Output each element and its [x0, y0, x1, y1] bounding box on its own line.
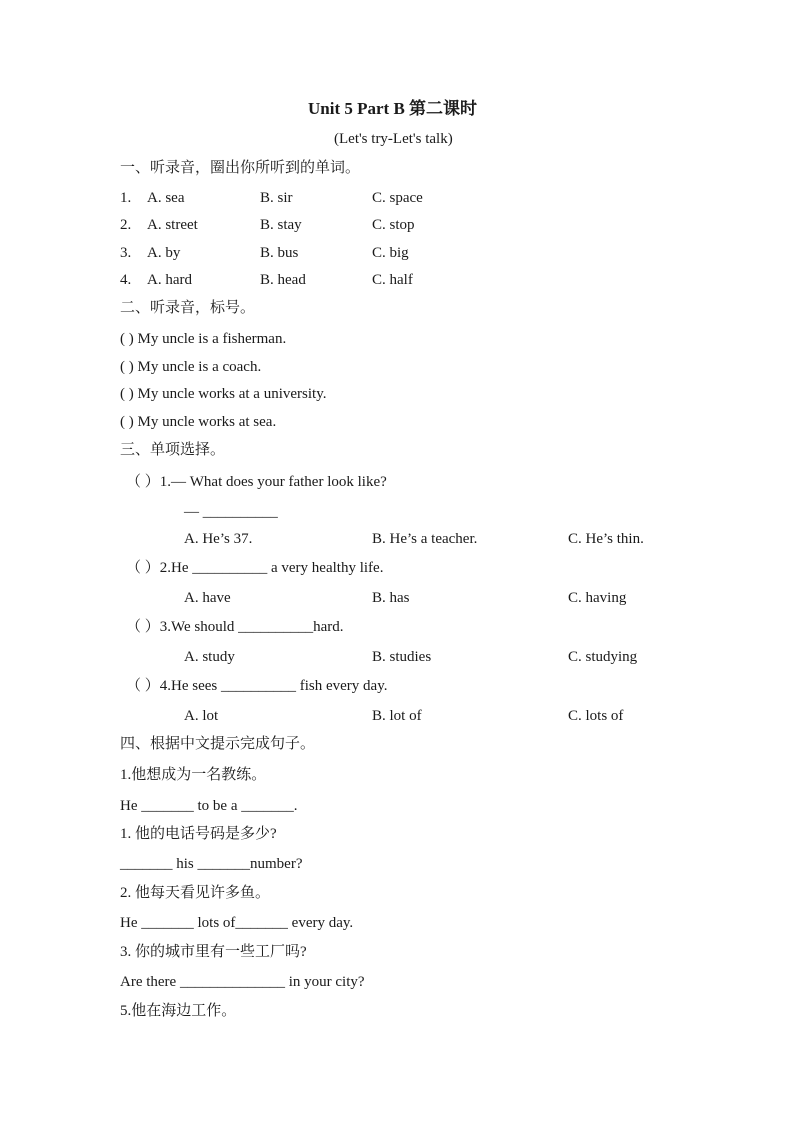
s4-prompt: 1. 他的电话号码是多少?: [120, 826, 277, 842]
s4-prompt: 5.他在海边工作。: [120, 1003, 237, 1019]
s3-option-c: C. having: [568, 590, 627, 606]
s1-option-b: B. sir: [260, 190, 293, 206]
s3-option-b: B. studies: [372, 649, 432, 665]
s3-question-stem: （ ）1.— What does your father look like?: [126, 474, 387, 490]
s2-item: ( ) My uncle is a coach.: [120, 359, 262, 375]
section3-heading: 三、单项选择。: [120, 442, 226, 458]
s3-question-stem: （ ）4.He sees __________ fish every day.: [126, 678, 388, 694]
s1-option-a: A. by: [147, 245, 181, 261]
s3-option-a: A. study: [184, 649, 235, 665]
s3-answer-line: — __________: [184, 504, 278, 520]
section2-heading: 二、听录音，标号。: [120, 300, 256, 316]
s2-item: ( ) My uncle works at sea.: [120, 414, 277, 430]
s3-option-a: A. have: [184, 590, 231, 606]
s4-prompt: 2. 他每天看见许多鱼。: [120, 885, 271, 901]
section4-heading: 四、根据中文提示完成句子。: [120, 736, 316, 752]
s4-sentence: He _______ to be a _______.: [120, 798, 298, 814]
s1-num: 3.: [120, 245, 132, 261]
s1-option-a: A. hard: [147, 272, 192, 288]
s1-option-b: B. bus: [260, 245, 299, 261]
s1-option-c: C. half: [372, 272, 413, 288]
s3-option-b: B. lot of: [372, 708, 422, 724]
s3-option-a: A. He’s 37.: [184, 531, 253, 547]
s4-sentence: _______ his _______number?: [120, 856, 303, 872]
s3-question-stem: （ ）2.He __________ a very healthy life.: [126, 560, 384, 576]
s1-num: 2.: [120, 217, 132, 233]
s3-option-a: A. lot: [184, 708, 219, 724]
s2-item: ( ) My uncle is a fisherman.: [120, 331, 287, 347]
s1-option-b: B. head: [260, 272, 306, 288]
s3-question-stem: （ ）3.We should __________hard.: [126, 619, 344, 635]
s1-option-a: A. street: [147, 217, 198, 233]
s2-item: ( ) My uncle works at a university.: [120, 386, 327, 402]
s4-prompt: 3. 你的城市里有一些工厂吗?: [120, 944, 307, 960]
s4-sentence: He _______ lots of_______ every day.: [120, 915, 354, 931]
page-title: Unit 5 Part B 第二课时: [308, 99, 478, 118]
s1-num: 1.: [120, 190, 132, 206]
s4-sentence: Are there ______________ in your city?: [120, 974, 365, 990]
s3-option-b: B. has: [372, 590, 410, 606]
page-subtitle: (Let's try-Let's talk): [334, 131, 453, 147]
section1-heading: 一、听录音，圈出你所听到的单词。: [120, 160, 361, 176]
s3-option-c: C. He’s thin.: [568, 531, 644, 547]
s4-prompt: 1.他想成为一名教练。: [120, 767, 267, 783]
s1-num: 4.: [120, 272, 132, 288]
s1-option-c: C. space: [372, 190, 423, 206]
s1-option-c: C. stop: [372, 217, 415, 233]
s1-option-b: B. stay: [260, 217, 302, 233]
s3-option-c: C. lots of: [568, 708, 624, 724]
s3-option-b: B. He’s a teacher.: [372, 531, 478, 547]
s1-option-c: C. big: [372, 245, 409, 261]
s3-option-c: C. studying: [568, 649, 638, 665]
s1-option-a: A. sea: [147, 190, 185, 206]
